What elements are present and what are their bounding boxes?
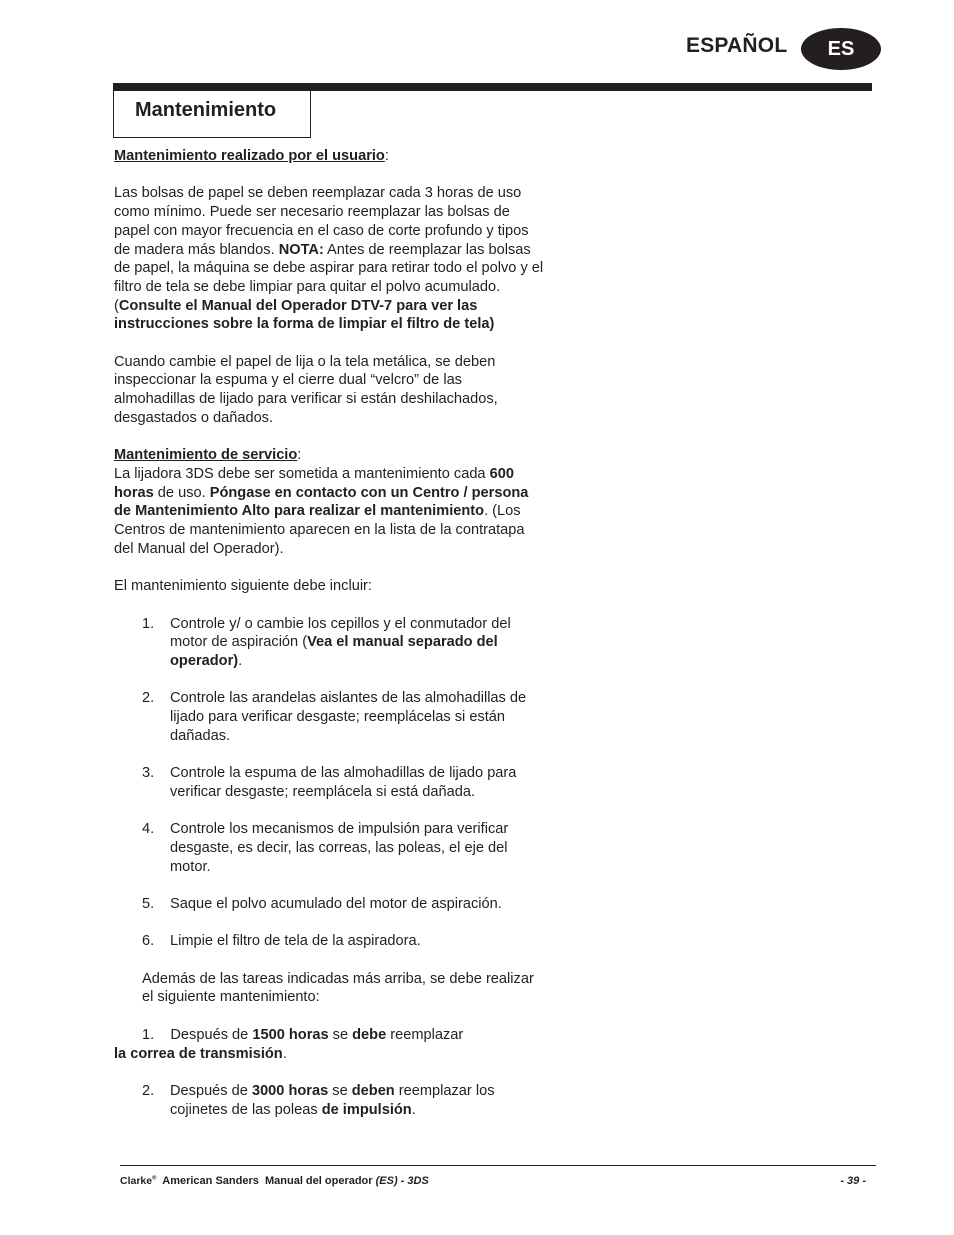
list-item: 5. Saque el polvo acumulado del motor de aspiración. bbox=[142, 895, 502, 912]
language-badge: ES bbox=[801, 28, 881, 70]
list-item: 2. Controle las arandelas aislantes de las almohadillas de lijado para verificar desgaste; reemplácelas si están dañadas. bbox=[142, 690, 527, 744]
extra-item: 1. Después de 1500 horas se debe reemplazar la correa de transmisión. bbox=[114, 1026, 464, 1062]
extra-item: 2. Después de 3000 horas se deben reemplazar los cojinetes de las poleas de impulsión. bbox=[142, 1082, 495, 1118]
footer-rule bbox=[120, 1165, 876, 1166]
additional-maintenance-intro: Además de las tareas indicadas más arriba, se debe realizar el siguiente mantenimiento: bbox=[142, 970, 534, 1006]
user-maintenance-heading: Mantenimiento realizado por el usuario: bbox=[114, 148, 389, 164]
list-item: 4. Controle los mecanismos de impulsión para verificar desgaste, es decir, las correas, las poleas, el eje del motor. bbox=[142, 821, 509, 875]
service-paragraph: La lijadora 3DS debe ser sometida a mantenimiento cada 600 horas de uso. Póngase en contacto con un Centro / persona de Mantenimiento Alto para realizar el mantenimiento. (Los Centros de mantenimiento aparecen en la lista de la contratapa del Manual del Operador). bbox=[114, 465, 529, 557]
page-number: - 39 - bbox=[840, 1175, 866, 1187]
service-maintenance-heading: Mantenimiento de servicio: bbox=[114, 447, 302, 464]
list-item: 3. Controle la espuma de las almohadillas de lijado para verificar desgaste; reemplácela si está dañada. bbox=[142, 765, 517, 800]
footer-text: Clarke® American Sanders Manual del operador (ES) - 3DS bbox=[120, 1175, 429, 1187]
list-item: 1. Controle y/ o cambie los cepillos y el conmutador del motor de aspiración (Vea el manual separado del operador). bbox=[142, 615, 511, 669]
pad-inspection-paragraph: Cuando cambie el papel de lija o la tela metálica, se deben inspeccionar la espuma y el cierre dual “velcro” de las almohadillas de lijado para verificar si están deshilachados, desgastados o dañados. bbox=[114, 353, 498, 426]
section-title: Mantenimiento bbox=[135, 99, 277, 121]
page-content bbox=[114, 147, 544, 1119]
language-label: ESPAÑOL bbox=[686, 34, 788, 57]
bag-replacement-paragraph: Las bolsas de papel se deben reemplazar cada 3 horas de uso como mínimo. Puede ser necesario reemplazar las bolsas de papel con mayor frecuencia en el caso de corte profundo y tipos de madera más blandos. NOTA: Antes de reemplazar las bolsas de papel, la máquina se debe aspirar para retirar todo el polvo y el filtro de tela se debe limpiar para quitar el polvo acumulado. (Consulte el Manual del Operador DTV-7 para ver las instrucciones sobre la forma de limpiar el filtro de tela) bbox=[114, 185, 544, 333]
header-rule bbox=[113, 83, 872, 91]
maintenance-intro: El mantenimiento siguiente debe incluir: bbox=[114, 578, 372, 595]
list-item: 6. Limpie el filtro de tela de la aspiradora. bbox=[142, 933, 421, 950]
